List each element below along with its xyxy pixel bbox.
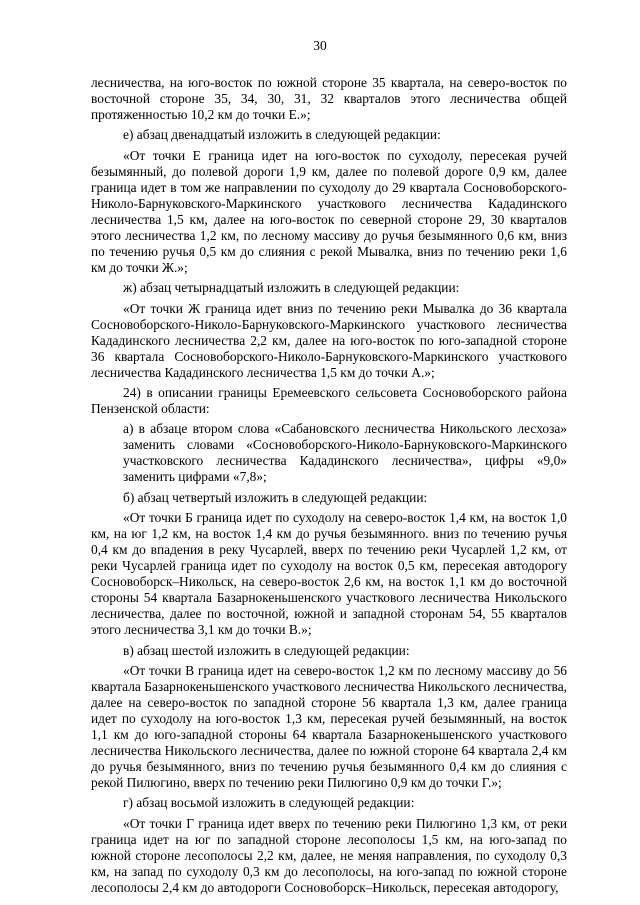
paragraph-quote-point-v: «От точки В граница идет на северо-восток 1,2 км по лесному массиву до 56 квартала Базарнокеньшенского участкового лесничества Никольского лесничества, далее на северо-восток по западной стороне 56 квартала 1,3 км, далее граница идет по суходолу на юго-восток 1,3 км, пересекая ручей безымянный, на восток 1,1 км до юго-западной стороны 64 квартала Базарнокеньшенского участкового лесничества Никольского лесничества, далее по южной стороне 64 квартала 2,4 км до ручья безымянного, вниз по течению ручья безымянного 0,4 км до слияния с рекой Пилюгино, вверх по течению реки Пилюгино 0,9 км до точки Г.»; (91, 662, 567, 790)
paragraph-quote-point-g: «От точки Г граница идет вверх по течению реки Пилюгино 1,3 км, от реки граница идет на юг по западной стороне лесополосы 1,5 км, на юго-запад по южной стороне лесополосы 2,2 км, далее, не меняя направления, по суходолу 0,3 км, на запад по суходолу 0,3 км до лесополосы, на юго-запад по южной стороне лесополосы 2,4 км до автодороги Сосновоборск–Никольск, пересекая автодорогу, (91, 815, 567, 895)
paragraph-amendment-e: е) абзац двенадцатый изложить в следующей редакции: (123, 127, 441, 143)
page-number: 30 (313, 38, 327, 53)
paragraph-quote-point-b: «От точки Б граница идет по суходолу на северо-восток 1,4 км, на восток 1,0 км, на юг 1,2 км, на восток 1,4 км до ручья безымянного. вниз по течению ручья 0,4 км до впадения в реку Чусарлей, вверх по течению реки Чусарлей 1,2 км, от реки Чусарлей граница идет по суходолу на восток 0,5 км, пересекая автодорогу Сосновоборск–Никольск, на северо-восток 2,6 км, на восток 1,1 км до восточной стороны 54 квартала Базарнокеньшенского участкового лесничества Никольского лесничества, далее по восточной, южной и западной сторонам 54, 55 кварталов этого лесничества 3,1 км до точки В.»; (91, 510, 567, 638)
paragraph-amendment-v: в) абзац шестой изложить в следующей редакции: (123, 642, 410, 658)
paragraph-continuation: лесничества, на юго-восток по южной стороне 35 квартала, на северо-восток по восточной стороне 35, 34, 30, 31, 32 кварталов этого лесничества общей протяженностью 10,2 км до точки Е.»; (91, 75, 567, 122)
paragraph-quote-point-e: «От точки Е граница идет на юго-восток по суходолу, пересекая ручей безымянный, до полевой дороги 1,9 км, далее по полевой дороге 0,9 км, далее граница идет в том же направлении по суходолу до 29 квартала Сосновоборского-Николо-Барнуковского-Маркинского участкового лесничества Кададинского лесничества 1,5 км, далее на юго-восток по северной стороне 29, 30 кварталов этого лесничества 1,2 км, по лесному массиву до ручья безымянного 0,6 км, вниз по течению ручья 0,5 км до слияния с рекой Мывалка, вниз по течению реки 1,6 км до точки Ж.»; (91, 147, 567, 275)
paragraph-amendment-g: г) абзац восьмой изложить в следующей редакции: (123, 795, 415, 811)
paragraph-quote-point-zh: «От точки Ж граница идет вниз по течению реки Мывалка до 36 квартала Сосновоборского-Николо-Барнуковского-Маркинского участкового лесничества Кададинского лесничества 2,2 км, далее на юго-восток по юго-западной стороне 36 квартала Сосновоборского-Николо-Барнуковского-Маркинского участкового лесничества Кададинского лесничества 1,5 км до точки А.»; (91, 300, 567, 380)
paragraph-item-24: 24) в описании границы Еремеевского сельсовета Сосновоборского района Пензенской области: (91, 384, 567, 416)
paragraph-amendment-b: б) абзац четвертый изложить в следующей редакции: (123, 489, 428, 505)
paragraph-amendment-zh: ж) абзац четырнадцатый изложить в следующей редакции: (123, 280, 460, 296)
paragraph-amendment-a: а) в абзаце втором слова «Сабановского лесничества Никольского лесхоза» заменить словами «Сосновоборского-Николо-Барнуковского-Маркинского участковского лесничества Кададинского лесничества», цифры «9,0» заменить цифрами «7,8»; (123, 421, 567, 485)
document-body (91, 75, 567, 900)
